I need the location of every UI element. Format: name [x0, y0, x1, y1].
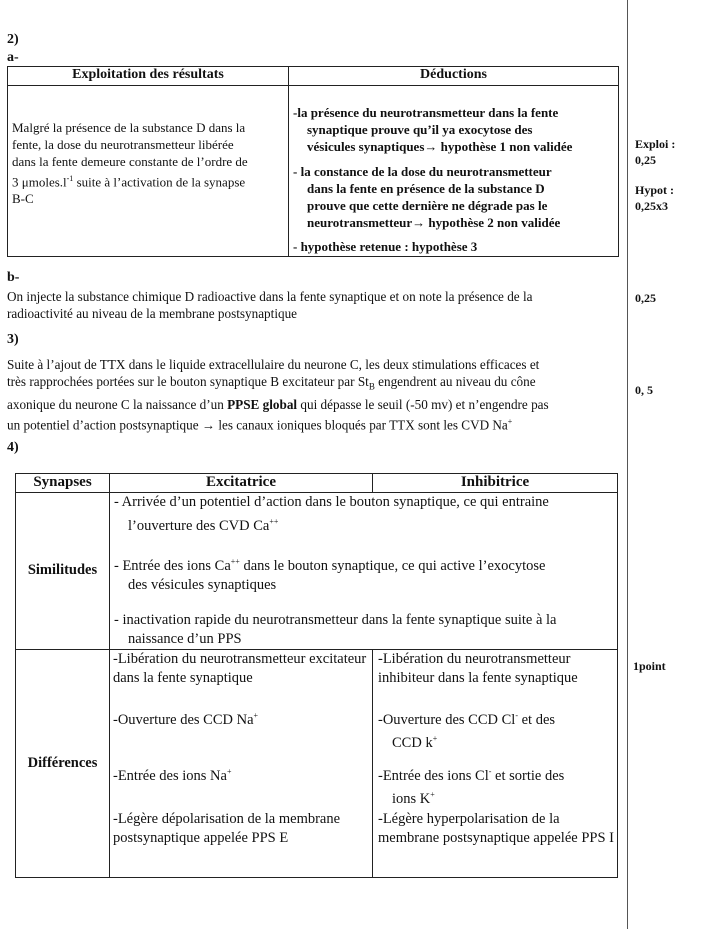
exploitation-line: B-C: [12, 191, 34, 207]
deductions-header: Déductions: [289, 67, 619, 86]
similitude-line: - Entrée des ions Ca++ dans le bouton synaptique, ce qui active l’exocytose: [114, 556, 546, 574]
exploitation-line: dans la fente demeure constante de l’ordre de: [12, 154, 248, 169]
excitatrice-point: -Libération du neurotransmetteur excitateur dans la fente synaptique: [113, 650, 367, 686]
section-3-line: très rapprochées portées sur le bouton synaptique B excitateur par $St_B$ engendrent au niveau du cône: [7, 374, 536, 392]
mark-4-value: 1point: [633, 659, 666, 673]
mark-exploi-value: 0,25: [635, 153, 656, 167]
exploitation-line: fente, la dose du neurotransmetteur libérée: [12, 137, 234, 152]
excitatrice-point: -Ouverture des CCD Na+: [113, 710, 259, 728]
exploitation-line: Malgré la présence de la substance D dans la: [12, 120, 246, 135]
part-b-label: b-: [7, 270, 20, 285]
deduction-line: -la présence du neurotransmetteur dans la fente: [293, 105, 559, 120]
margin-rule: [627, 0, 628, 929]
section-3-line: Suite à l’ajout de TTX dans le liquide extracellulaire du neurone C, les deux stimulations efficaces et: [7, 357, 540, 372]
inhibitrice-point: -Légère hyperpolarisation de la membrane postsynaptique appelée PPS I: [378, 810, 614, 846]
section-4-label: 4): [7, 440, 19, 455]
exploitation-header: Exploitation des résultats: [8, 67, 289, 86]
similitudes-label: Similitudes: [16, 493, 110, 650]
inhibitrice-header: Inhibitrice: [373, 474, 618, 493]
synapses-header: Synapses: [16, 474, 110, 493]
excitatrice-header: Excitatrice: [110, 474, 373, 493]
synapses-table: [15, 473, 618, 878]
deduction-line: - la constance de la dose du neurotransmetteur: [293, 164, 552, 179]
deduction-conclusion: - hypothèse retenue : hypothèse 3: [293, 239, 478, 254]
exploitation-line: 3 $\mu moles.l^{-1}$ suite à l’activation de la synapse: [12, 174, 246, 190]
similitude-line: des vésicules synaptiques: [128, 576, 277, 593]
deduction-line: prouve que cette dernière ne dégrade pas le: [307, 198, 548, 213]
excitatrice-differences: [110, 649, 373, 877]
part-b-line: radioactivité au niveau de la membrane postsynaptique: [7, 306, 298, 321]
excitatrice-point: -Légère dépolarisation de la membrane postsynaptique appelée PPS E: [113, 810, 341, 846]
mark-b-value: 0,25: [635, 291, 656, 305]
section-3-text: [7, 356, 622, 433]
mark-exploi-label: Exploi :: [635, 137, 676, 151]
deduction-line: vésicules synaptiques→ hypothèse 1 non validée: [307, 139, 573, 154]
inhibitrice-point: -Entrée des ions Cl- et sortie des ions K+: [378, 766, 565, 808]
part-b-line: On injecte la substance chimique D radioactive dans la fente synaptique et on note la présence de la: [7, 289, 533, 304]
mark-hypot-label: Hypot :: [635, 183, 674, 197]
section-2-label: 2): [7, 32, 19, 47]
inhibitrice-point: -Libération du neurotransmetteur inhibiteur dans la fente synaptique: [378, 650, 578, 686]
differences-label: Différences: [16, 649, 110, 877]
similitudes-cell: [110, 493, 618, 650]
similitude-line: naissance d’un PPS: [128, 630, 242, 647]
deduction-line: neurotransmetteur→ hypothèse 2 non validée: [307, 215, 561, 230]
deduction-line: dans la fente en présence de la substance D: [307, 181, 545, 196]
mark-3-value: 0, 5: [635, 383, 653, 397]
inhibitrice-point: -Ouverture des CCD Cl- et des CCD k+: [378, 710, 556, 752]
similitude-line: - inactivation rapide du neurotransmetteur dans la fente synaptique suite à la: [114, 611, 557, 628]
deduction-line: synaptique prouve qu’il ya exocytose des: [307, 122, 533, 137]
mark-hypot-value: 0,25x3: [635, 199, 668, 213]
inhibitrice-differences: [373, 649, 618, 877]
section-3-line: un potentiel d’action postsynaptique → les canaux ioniques bloqués par TTX sont les CVD Na+: [7, 416, 513, 433]
excitatrice-point: -Entrée des ions Na+: [113, 766, 232, 784]
results-table: [7, 66, 619, 257]
section-3-label: 3): [7, 332, 19, 347]
similitude-line: - Arrivée d’un potentiel d’action dans le bouton synaptique, ce qui entraine: [114, 494, 549, 510]
deductions-cell: [289, 86, 619, 257]
section-3-line: axonique du neurone C la naissance d’un PPSE global qui dépasse le seuil (-50 mv) et n’engendre pas: [7, 396, 549, 412]
part-b-text: [7, 288, 619, 322]
part-a-label: a-: [7, 50, 19, 65]
similitude-line: l’ouverture des CVD Ca++: [128, 517, 279, 534]
exploitation-cell: [8, 86, 289, 257]
